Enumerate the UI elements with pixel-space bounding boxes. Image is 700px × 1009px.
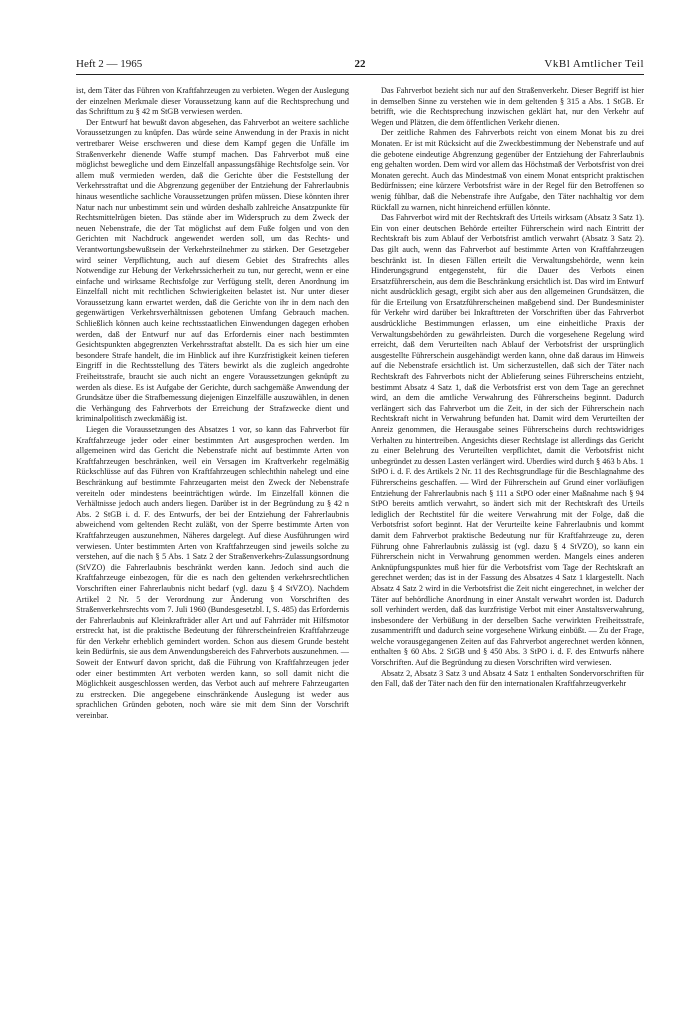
right-column xyxy=(371,86,644,722)
paragraph: Das Fahrverbot bezieht sich nur auf den Straßenverkehr. Dieser Begriff ist hier in demselben Sinne zu verstehen wie in dem geltenden § 315 a Abs. 1 StGB. Er betrifft, wie die Rechtsprechung inzwischen geklärt hat, nur den Verkehr auf Wegen und Plätzen, die dem öffentlichen Verkehr dienen. xyxy=(371,86,644,127)
page-number: 22 xyxy=(354,58,366,70)
text-columns xyxy=(76,86,644,722)
header-rule xyxy=(76,74,644,75)
paragraph: Der zeitliche Rahmen des Fahrverbots reicht von einem Monat bis zu drei Monaten. Er ist mit Rücksicht auf die Zweckbestimmung der Nebenstrafe und auf die gebotene eindeutige Abgrenzung gegenüber der Entziehung der Fahrerlaubnis eng gehalten worden. Dem wird vor allem das Höchstmaß der Verbotsfrist von drei Monaten gerecht. Auch das Mindestmaß von einem Monat entspricht praktischen Bedürfnissen; eine kürzere Verbotsfrist wäre in der Regel für den Betroffenen so wenig fühlbar, daß die Nebenstrafe ihre Aufgabe, den Täter nachhaltig vor dem Rückfall zu warnen, nicht hinreichend erfüllen könnte. xyxy=(371,128,644,212)
paragraph: Das Fahrverbot wird mit der Rechtskraft des Urteils wirksam (Absatz 3 Satz 1). Ein von einer deutschen Behörde erteilter Führerschein wird nach Eintritt der Rechtskraft bis zum Ablauf der Verbotsfrist amtlich verwahrt (Absatz 3 Satz 2). Das gilt auch, wenn das Fahrverbot auf bestimmte Arten von Kraftfahrzeugen beschränkt ist. In diesen Fällen erteilt die Verwaltungsbehörde, wenn kein Hinderungsgrund entgegensteht, für die Dauer des Verbots einen Ersatzführerschein, aus dem die Beschränkung ersichtlich ist. Das wird im Entwurf nicht ausdrücklich gesagt, ergibt sich aber aus den allgemeinen Grundsätzen, die für die Erteilung von Ersatzführerscheinen maßgebend sind. Der Bundesminister für Verkehr wird darüber bei Inkrafttreten der Vorschriften über das Fahrverbot ausdrückliche Bestimmungen erlassen, um eine einheitliche Praxis der Verwaltungsbehörden zu gewährleisten. Durch die vorgesehene Regelung wird erreicht, daß dem Verurteilten nach Ablauf der Verbotsfrist der ursprünglich ausgestellte Führerschein ausgehändigt werden kann, ohne daß daraus im Hinweis auf die Nebenstrafe ersichtlich ist. Um sicherzustellen, daß sich der Täter nach Rechtskraft des Fahrverbots nicht der Ablieferung seines Führerscheins entzieht, bestimmt Absatz 4 Satz 1, daß die Verbotsfrist erst von dem Tage an gerechnet wird, an dem die amtliche Verwahrung des Führerscheins beginnt. Dadurch verlängert sich das Fahrverbot um die Zeit, in der sich der Führerschein nach Rechtskraft nicht in Verwahrung befunden hat. Damit wird dem Verurteilten der Anreiz genommen, die Herausgabe seines Führerscheins durch rechtswidriges Verhalten zu hintertreiben. Angesichts dieser Rechtslage ist allerdings das Gericht zu einer Belehrung des Verurteilten verpflichtet, damit die Verbotsfrist nicht unbegründet zu dessen Lasten verlängert wird. Uberdies wird durch § 463 b Abs. 1 StPO i. d. F. des Artikels 2 Nr. 11 des Rechtsgrundlage für die Beschlagnahme des Führerscheins geschaffen. — Wird der Führerschein auf Grund einer vorläufigen Entziehung der Fahrerlaubnis nach § 111 a StPO oder einer Maßnahme nach § 94 StPO bereits amtlich verwahrt, so ändert sich mit der Rechtskraft des Urteils lediglich der Rechtstitel für die weitere Verwahrung mit der Folge, daß die Verbotsfrist sofort beginnt. Hat der Verurteilte keine Fahrerlaubnis und kommt damit dem Fahrverbot praktische Bedeutung nur für Kraftfahrzeuge zu, deren Führung ohne Fahrerlaubnis zulässig ist (vgl. dazu § 4 StVZO), so kann ein Führerschein nicht in Verwahrung genommen werden. Mangels eines anderen Anknüpfungspunktes muß hier für die Verbotsfrist vom Tage der Rechtskraft an gerechnet werden; das ist in der Fassung des Absatzes 4 Satz 1 klargestellt. Nach Absatz 4 Satz 2 wird in die Verbotsfrist die Zeit nicht eingerechnet, in welcher der Täter auf behördliche Anordnung in einer Anstalt verwahrt worden ist. Dadurch soll verhindert werden, daß das kurzfristige Verbot mit einer Anstaltsverwahrung, insbesondere der Verbüßung in der derselben Sache verwirkten Freiheitsstrafe, zusammentrifft und dadurch seine vorgesehene Wirkung einbüßt. — Zu der Frage, welche vorausgegangenen Zeiten auf das Fahrverbot angerechnet werden können, enthalten § 60 Abs. 2 StGB und § 450 Abs. 3 StPO i. d. F. des Entwurfs nähere Vorschriften. Auf die Begründung zu diesen Vorschriften wird verwiesen. xyxy=(371,213,644,668)
issue-label: Heft 2 — 1965 xyxy=(76,58,143,70)
paragraph: Der Entwurf hat bewußt davon abgesehen, das Fahrverbot an weitere sachliche Voraussetzungen zu knüpfen. Das würde seine Anwendung in der Praxis in nicht vertretbarer Weise erschweren und diese dem Kampf gegen die Unfälle im Straßenverkehr dienende Waffe stumpf machen. Das Fahrverbot muß eine möglichst bewegliche und dem Einzelfall anpassungsfähige Rechtsfolge sein. Vor allem muß vermieden werden, daß die Gerichte über die Feststellung der Verkehrsstraftat und die Abgrenzung gegenüber der Entziehung der Fahrerlaubnis hinaus wesentliche sachliche Voraussetzungen prüfen müssen. Diese könnten ihrer Natur nach nur unbestimmt sein und würden deshalb zahlreiche Ansatzpunkte für Rechtsmittelrügen bieten. Das stände aber im Widerspruch zu dem Zweck der neuen Nebenstrafe, die der Tat möglichst auf dem Fuße folgen und von den Gerichten mit Nachdruck angewendet werden soll, um das Rechts- und Verantwortungsbewußtsein der Verkehrsteilnehmer zu stärken. Der Gesetzgeber wird seiner Verpflichtung, auch auf diesem Gebiet des Strafrechts alles Notwendige zur Hebung der Verkehrssicherheit zu tun, nur gerecht, wenn er eine einfache und wirksame Rechtsfolge zur Verfügung stellt, deren Anordnung im Einzelfall nicht mit rechtlichen Schwierigkeiten belastet ist. Nur unter dieser Voraussetzung kann erwartet werden, daß die Gerichte von ihr in dem nach den gegenwärtigen Verkehrsverhältnissen gebotenen Umfang Gebrauch machen. Schließlich können auch keine rechtsstaatlichen Einwendungen dagegen erhoben werden, daß der Entwurf nur auf das Erfordernis einer nach bestimmten Gesichtspunkten abgegrenzten Verkehrsstraftat abstellt. Da es sich hier um eine besondere Strafe handelt, die im Hinblick auf ihre Kurzfristigkeit keinen tieferen Eingriff in die Rechtsstellung des Täters bewirkt als die zugleich angedrohte Freiheitsstrafe, braucht sie auch nicht an engere Voraussetzungen geknüpft zu werden als diese. Es ist Aufgabe der Gerichte, durch sachgemäße Anwendung der Grundsätze über die Strafbemessung diejenigen Einzelfälle auszuwählen, in denen die Verhängung des Fahrverbots der Erreichung der Strafzwecke dient und kriminalpolitisch zweckmäßig ist. xyxy=(76,117,349,424)
paragraph: ist, dem Täter das Führen von Kraftfahrzeugen zu verbieten. Wegen der Auslegung der einzelnen Merkmale dieser Voraussetzung kann auf die Rechtsprechung und das Schrifttum zu § 42 m StGB verwiesen werden. xyxy=(76,86,349,117)
paragraph: Absatz 2, Absatz 3 Satz 3 und Absatz 4 Satz 1 enthalten Sondervorschriften für den Fall, daß der Täter nach den für den internationalen Kraftfahrzeugverkehr xyxy=(371,668,644,689)
publication-title: VkBl Amtlicher Teil xyxy=(544,58,644,70)
paragraph: Liegen die Voraussetzungen des Absatzes 1 vor, so kann das Fahrverbot für Kraftfahrzeuge jeder oder einer bestimmten Art ausgesprochen werden. Im allgemeinen wird das Gericht die Nebenstrafe nicht auf bestimmte Arten von Kraftfahrzeugen beschränken, weil ein Versagen im Kraftverkehr regelmäßig Rückschlüsse auf das Führen von Kraftfahrzeugen schlechthin nahelegt und eine Beschränkung auf bestimmte Fahrzeugarten meist den Zweck der Nebenstrafe vereiteln oder mindestens beeinträchtigen würde. Im Einzelfall können die Verhältnisse jedoch auch anders liegen. Darüber ist in der Begründung zu § 42 n Abs. 2 StGB i. d. F. des Entwurfs, der bei der Entziehung der Fahrerlaubnis abweichend vom geltenden Recht zuläßt, von der Sperre bestimmte Arten von Kraftfahrzeugen auszunehmen, Näheres dargelegt. Auf diese Ausführungen wird verwiesen. Unter bestimmten Arten von Kraftfahrzeugen sind jeweils solche zu verstehen, auf die nach § 5 Abs. 1 Satz 2 der Straßenverkehrs-Zulassungsordnung (StVZO) die Fahrerlaubnis beschränkt werden kann. Jedoch sind auch die Kraftfahrzeuge einbezogen, für die es nach den geltenden verkehrsrechtlichen Vorschriften einer Fahrerlaubnis nicht bedarf (vgl. dazu § 4 StVZO). Nachdem Artikel 2 Nr. 5 der Verordnung zur Änderung von Vorschriften des Straßenverkehrsrechts vom 7. Juli 1960 (Bundesgesetzbl. I, S. 485) das Erfordernis der Fahrerlaubnis auf Kleinkrafträder aller Art und auf Fahrräder mit Hilfsmotor erstreckt hat, ist die praktische Bedeutung der führerscheinfreien Kraftfahrzeuge für den Verkehr erheblich gemindert worden. Schon aus diesem Grunde besteht kein Bedürfnis, sie aus dem Anwendungsbereich des Fahrverbots auszunehmen. — Soweit der Entwurf davon spricht, daß die Führung von Kraftfahrzeugen jeder oder einer bestimmten Art verboten werden kann, so soll damit nicht die Möglichkeit ausgeschlossen werden, das Verbot auch auf mehrere Fahrzeugarten zu erstrecken. Die angegebene einschränkende Auslegung ist weder aus sprachlichen Gründen geboten, noch wäre sie mit dem Sinn der Vorschrift vereinbar. xyxy=(76,425,349,721)
page-header xyxy=(76,58,644,74)
left-column xyxy=(76,86,349,722)
